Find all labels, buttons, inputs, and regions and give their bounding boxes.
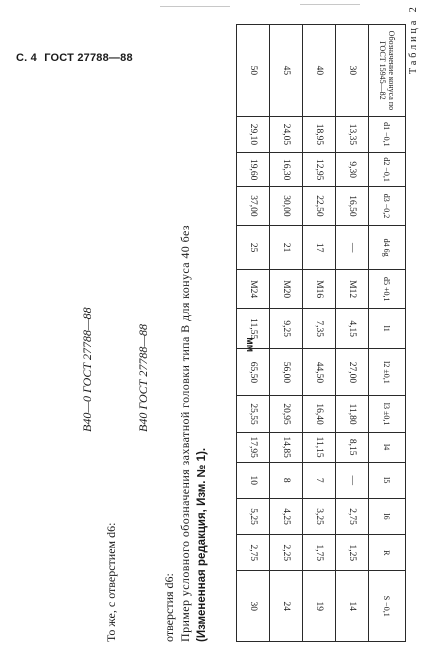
designation-example: В40 ГОСТ 27788—88 (136, 323, 150, 432)
table-cell: 37,00 (237, 187, 270, 225)
table-cell: 18,95 (303, 116, 336, 152)
table-cell: 14 (336, 571, 369, 642)
table-cell: М12 (336, 270, 369, 308)
page-number: С. 4 (16, 52, 37, 64)
col-header: d2 −0,1 (369, 153, 406, 187)
table-cell: 3,25 (303, 498, 336, 534)
col-header: l2 ±0,1 (369, 349, 406, 396)
table-cell: 5,25 (237, 498, 270, 534)
table-cell: 21 (270, 225, 303, 270)
table-header-row (369, 25, 406, 642)
table-cell: — (336, 462, 369, 498)
table-cell: 8 (270, 462, 303, 498)
table-cell: 24 (270, 571, 303, 642)
table-cell: 50 (237, 25, 270, 117)
col-header: S −0,1 (369, 571, 406, 642)
table-cell: 40 (303, 25, 336, 117)
table-cell: 30,00 (270, 187, 303, 225)
table-cell: 24,05 (270, 116, 303, 152)
table-cell: 10 (237, 462, 270, 498)
table-row (237, 25, 270, 642)
table-cell: М16 (303, 270, 336, 308)
table-cell: 19 (303, 571, 336, 642)
table-label: Таблица 2 (408, 4, 419, 74)
table-cell: 65,50 (237, 349, 270, 396)
table-cell: М20 (270, 270, 303, 308)
table-cell: 45 (270, 25, 303, 117)
table-cell: 9,25 (270, 308, 303, 349)
notes-block (0, 22, 230, 642)
example-text-line1: Пример условного обозначения захватной головки типа В для конуса 40 без (178, 225, 192, 642)
table-cell: 11,55 (237, 308, 270, 349)
table-cell: 1,25 (336, 535, 369, 571)
table-cell: 1,75 (303, 535, 336, 571)
col-header: l5 (369, 462, 406, 498)
table-cell: 7 (303, 462, 336, 498)
table-cell: 4,25 (270, 498, 303, 534)
col-header: d4 6g (369, 225, 406, 270)
table-cell: М24 (237, 270, 270, 308)
table-cell: 30 (336, 25, 369, 117)
col-header: d5 +0,1 (369, 270, 406, 308)
example-text-line2: отверстия d6: (162, 573, 176, 642)
table-cell: 44,50 (303, 349, 336, 396)
col-header: d3 −0,2 (369, 187, 406, 225)
table-cell: 20,95 (270, 396, 303, 432)
table-row (303, 25, 336, 642)
table-cell: 19,60 (237, 153, 270, 187)
amendment-note: (Измененная редакция, Изм. № 1). (196, 447, 208, 642)
table-cell: 13,35 (336, 116, 369, 152)
table-cell: 8,15 (336, 432, 369, 462)
table-cell: 2,75 (237, 535, 270, 571)
units-label: мм (244, 337, 255, 352)
table-cell: 4,15 (336, 308, 369, 349)
col-header: l3 ±0,1 (369, 396, 406, 432)
table-cell: — (336, 225, 369, 270)
col-header: Обозначение конуса по ГОСТ 15945—82 (369, 25, 406, 117)
designation-example-with-hole: В40—0 ГОСТ 27788—88 (80, 307, 94, 432)
table-cell: 22,50 (303, 187, 336, 225)
table-cell: 16,50 (336, 187, 369, 225)
standard-code: ГОСТ 27788—88 (44, 52, 133, 64)
table-cell: 56,00 (270, 349, 303, 396)
table-cell: 16,40 (303, 396, 336, 432)
table-cell: 11,15 (303, 432, 336, 462)
table-cell: 12,95 (303, 153, 336, 187)
table-cell: 17,95 (237, 432, 270, 462)
table-cell: 11,80 (336, 396, 369, 432)
table-cell: 17 (303, 225, 336, 270)
table-cell: 9,30 (336, 153, 369, 187)
col-header: l4 (369, 432, 406, 462)
table-cell: 25 (237, 225, 270, 270)
table-cell: 29,10 (237, 116, 270, 152)
table-cell: 2,25 (270, 535, 303, 571)
table-row (336, 25, 369, 642)
spec-table (236, 24, 406, 642)
table-row (270, 25, 303, 642)
table-cell: 27,00 (336, 349, 369, 396)
table-cell: 14,85 (270, 432, 303, 462)
table-cell: 7,35 (303, 308, 336, 349)
same-with-hole-text: То же, с отверстием d6: (104, 522, 118, 642)
table-cell: 2,75 (336, 498, 369, 534)
col-header: l6 (369, 498, 406, 534)
table-cell: 16,30 (270, 153, 303, 187)
col-header: l1 (369, 308, 406, 349)
col-header: R (369, 535, 406, 571)
table-cell: 30 (237, 571, 270, 642)
col-header: d1 −0,1 (369, 116, 406, 152)
table-cell: 25,55 (237, 396, 270, 432)
